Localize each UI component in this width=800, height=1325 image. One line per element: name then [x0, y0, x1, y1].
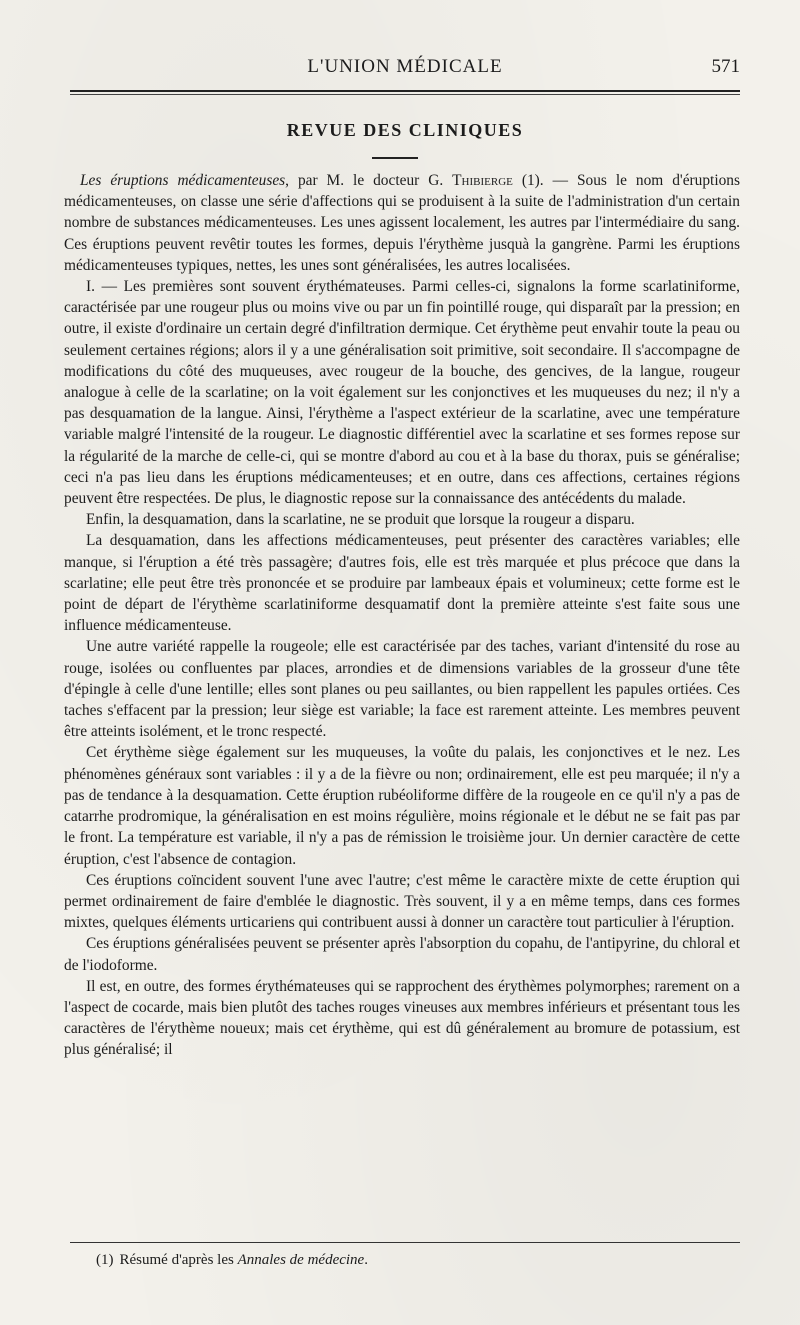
- article-body: [64, 170, 740, 1061]
- paragraph-5: Une autre variété rappelle la rougeole; elle est caractérisée par des taches, variant d'intensité du rose au rouge, isolées ou confluentes par places, arrondies et de dimensions variables de la grosseur d'une tête d'épingle à celle d'une lentille; elles sont planes ou peu saillantes, ou bien rappellent les papules ortiées. Ces taches s'effacent par la pression; leur siège est variable; la face est rarement atteinte. Les membres peuvent être atteints isolément, et le tronc respecté.: [64, 638, 740, 741]
- title-rule: [372, 157, 418, 159]
- running-head: [70, 56, 740, 86]
- paragraph-6: Cet érythème siège également sur les muqueuses, la voûte du palais, les conjonctives et le nez. Les phénomènes généraux sont variables : il y a de la fièvre ou non; ordinairement, elle est peu marquée; il n'y a pas de tendance à la desquamation. Cette éruption rubéoliforme diffère de la rougeole en ce qu'il n'y a pas de catarrhe prodromique, la généralisation en est moins régulière, moins régionale et le début ne se fait pas par le front. La température est variable, il n'y a pas de rémission le troisième jour. Un dernier caractère de cette éruption, c'est l'absence de contagion.: [64, 744, 740, 868]
- footnote-text: Résumé d'après les: [119, 1252, 238, 1268]
- footnote-source: Annales de médecine: [237, 1252, 365, 1268]
- article-byline: , par M. le docteur G.: [285, 172, 453, 189]
- header-rule: [70, 90, 740, 92]
- paragraph-8: Ces éruptions généralisées peuvent se présenter après l'absorption du copahu, de l'antipyrine, du chloral et de l'iodoforme.: [64, 935, 740, 974]
- journal-title: L'UNION MÉDICALE: [307, 56, 503, 77]
- header-rule-thin: [70, 94, 740, 95]
- author-name: Thibierge: [452, 172, 513, 189]
- section-title: REVUE DES CLINIQUES: [286, 120, 524, 140]
- paragraph-9: Il est, en outre, des formes érythémateuses qui se rapprochent des érythèmes polymorphes; rarement on a l'aspect de cocarde, mais bien plutôt des taches rouges vineuses aux membres inférieurs et présentant tous les caractères de l'érythème noueux; mais cet érythème, qui est dû généralement au bromure de potassium, est plus généralisé; il: [64, 977, 740, 1059]
- paragraph-3: Enfin, la desquamation, dans la scarlatine, ne se produit que lorsque la rougeur a disparu.: [86, 511, 635, 529]
- footnote-marker: (1): [96, 1252, 114, 1268]
- footnote: [96, 1250, 736, 1270]
- paragraph-2: I. — Les premières sont souvent érythémateuses. Parmi celles-ci, signalons la forme scarlatiniforme, caractérisée par une rougeur plus ou moins vive ou par un fin pointillé rouge, qui disparaît par la pression; en outre, il existe d'ordinaire un certain degré d'infiltration dermique. Cet érythème peut envahir toute la peau ou seulement certaines régions; alors il y a une généralisation soit primitive, soit secondaire. Il s'accompagne de modifications du côté des muqueuses, avec rougeur de la bouche, des gencives, de la langue, rougeur analogue à celle de la scarlatine; on la voit également sur les conjonctives et les muqueuses du nez; il n'y a pas desquamation de la langue. Ainsi, l'érythème a l'aspect extérieur de la scarlatine, avec une température variable malgré l'intensité de la rougeur. Le diagnostic différentiel avec la scarlatine et ses formes repose sur la régularité de la marche de celle-ci, qui se montre d'abord au cou et à la base du thorax, puis se généralise; ceci n'a pas lieu dans les éruptions médicamenteuses; et en outre, dans ces affections, certaines régions peuvent être respectées. De plus, le diagnostic repose sur la connaissance des antécédents du malade.: [64, 278, 740, 508]
- paragraph-4: La desquamation, dans les affections médicamenteuses, peut présenter des caractères variables; elle manque, si l'éruption a été très passagère; d'autres fois, elle est très marquée et plus précoce que dans la scarlatine; elle peut être très prononcée et se produire par lambeaux épais et volumineux; cette forme est le point de départ de l'érythème scarlatiniforme desquamatif dont la première atteinte s'est faite sous une influence médicamenteuse.: [64, 532, 740, 635]
- paragraph-1-text: (1). — Sous le nom d'éruptions médicamenteuses, on classe une série d'affections qui se produisent à la suite de l'administration d'un certain nombre de substances médicamenteuses. Les unes agissent localement, les autres par l'intermédiaire du sang. Ces éruptions peuvent revêtir toutes les formes, depuis l'érythème jusquà la gangrène. Parmi les éruptions médicamenteuses typiques, nettes, les unes sont généralisées, les autres localisées.: [64, 172, 740, 274]
- paragraph-1: [64, 170, 740, 276]
- page-number: 571: [711, 56, 740, 77]
- footnote-rule: [70, 1242, 740, 1243]
- paragraph-7: Ces éruptions coïncident souvent l'une avec l'autre; c'est même le caractère mixte de cette éruption qui permet ordinairement de faire d'emblée le diagnostic. Très souvent, il y a en même temps, dans ces formes mixtes, quelques éléments urticariens qui contribuent aussi à donner un caractère tout particulier à l'éruption.: [64, 871, 740, 932]
- article-title: Les éruptions médicamenteuses: [80, 172, 286, 189]
- footnote-end: .: [364, 1252, 368, 1268]
